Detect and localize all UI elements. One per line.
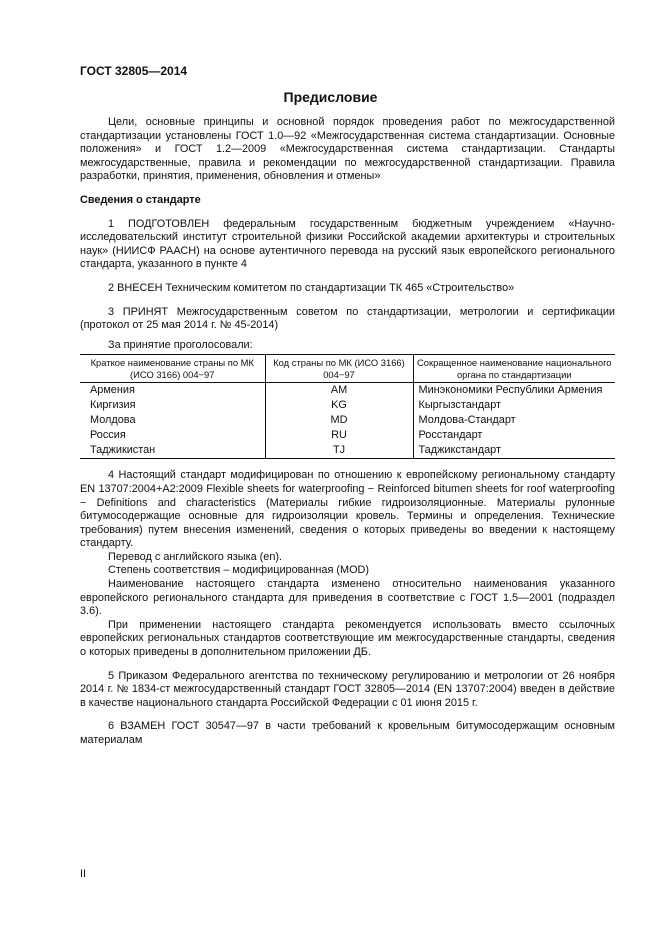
body-cell: Таджикстандарт xyxy=(413,443,615,459)
vote-table-header-body: Сокращенное наименование национального органа по стандартизации xyxy=(413,355,615,383)
body-cell: Кыргызстандарт xyxy=(413,398,615,413)
document-body xyxy=(80,116,615,748)
item-2-paragraph: 2 ВНЕСЕН Техническим комитетом по стандартизации ТК 465 «Строительство» xyxy=(108,281,515,294)
table-row xyxy=(80,413,615,428)
item-5-paragraph: 5 Приказом Федерального агентства по техническому регулированию и метрологии от 26 ноября 2014 г. № 1834-ст межгосударственный стандарт ГОСТ 32805—2014 (EN 13707:2004) введен в действие в качестве национального стандарта Российской Федерации с 01 июня 2015 г. xyxy=(80,669,615,709)
table-row xyxy=(80,383,615,399)
section-heading: Сведения о стандарте xyxy=(80,193,201,206)
vote-table-header-country: Краткое наименование страны по МК (ИСО 3166) 004−97 xyxy=(80,355,265,383)
item-4-name-change: Наименование настоящего стандарта изменено относительно наименования указанного европейского регионального стандарта для приведения в соответствие с ГОСТ 1.5—2001 (подраздел 3.6). xyxy=(80,578,615,618)
page-title: Предисловие xyxy=(283,89,378,105)
vote-table-header-row xyxy=(80,355,615,383)
page-number: II xyxy=(80,868,87,880)
table-row xyxy=(80,443,615,459)
code-cell: RU xyxy=(265,428,413,443)
item-3-paragraph: 3 ПРИНЯТ Межгосударственным советом по стандартизации, метрологии и сертификации (протокол от 25 мая 2014 г. № 45-2014) xyxy=(80,305,615,332)
document-header: ГОСТ 32805—2014 xyxy=(80,64,188,78)
code-cell: MD xyxy=(265,413,413,428)
item-6-paragraph: 6 ВЗАМЕН ГОСТ 30547—97 в части требований к кровельным битумосодержащим основным материалам xyxy=(80,720,615,746)
code-cell: TJ xyxy=(265,443,413,459)
country-cell: Армения xyxy=(90,384,135,397)
item-4-conformity: Степень соответствия – модифицированная (MOD) xyxy=(108,564,370,577)
country-cell: Россия xyxy=(90,429,126,442)
vote-table-header-code: Код страны по МК (ИСО 3166) 004−97 xyxy=(265,355,413,383)
code-cell: AM xyxy=(265,383,413,399)
country-cell: Киргизия xyxy=(90,399,136,412)
intro-paragraph: Цели, основные принципы и основной порядок проведения работ по межгосударственной стандартизации установлены ГОСТ 1.0—92 «Межгосударственная система стандартизации. Основные положения» и ГОСТ 1.2—2009 «Межгосударственная система стандартизации. Стандарты межгосударственные, правила и рекомендации по межгосударственной стандартизации. Правила разработки, принятия, применения, обновления и отмены» xyxy=(80,116,615,183)
item-4-references: При применении настоящего стандарта рекомендуется использовать вместо ссылочных европейских региональных стандартов соответствующие им межгосударственные стандарты, сведения о которых приведены в дополнительном приложении ДБ. xyxy=(80,618,615,659)
body-cell: Молдова-Стандарт xyxy=(413,413,615,428)
item-4-translation: Перевод с английского языка (en). xyxy=(108,550,283,563)
vote-table xyxy=(80,354,615,459)
body-cell: Росстандарт xyxy=(413,428,615,443)
country-cell: Таджикистан xyxy=(80,443,265,459)
table-row xyxy=(80,428,615,443)
vote-label: За принятие проголосовали: xyxy=(108,338,253,351)
item-1-paragraph: 1 ПОДГОТОВЛЕН федеральным государственным бюджетным учреждением «Научно-исследовательский институт строительной физики Российской академии архитектуры и строительных наук» (НИИСФ РААСН) на основе аутентичного перевода на русский язык европейского регионального стандарта, указанного в пункте 4 xyxy=(80,217,615,271)
code-cell: KG xyxy=(265,398,413,413)
country-cell: Молдова xyxy=(90,414,136,427)
table-row xyxy=(80,398,615,413)
item-4-paragraph: 4 Настоящий стандарт модифицирован по отношению к европейскому региональному стандарту EN 13707:2004+A2:2009 Flexible sheets for waterproofing − Reinforced bitumen sheets for roof waterproofing − Definitions and characteristics (Материалы гибкие гидроизоляционные. Материалы рулонные битумосодержащие основные для гидроизоляции кровель. Термины и определения. Технические требования) путем внесения изменений, сведения о которых приведены во введении к настоящему стандарту. xyxy=(80,469,615,550)
body-cell: Минэкономики Республики Армения xyxy=(413,383,615,399)
